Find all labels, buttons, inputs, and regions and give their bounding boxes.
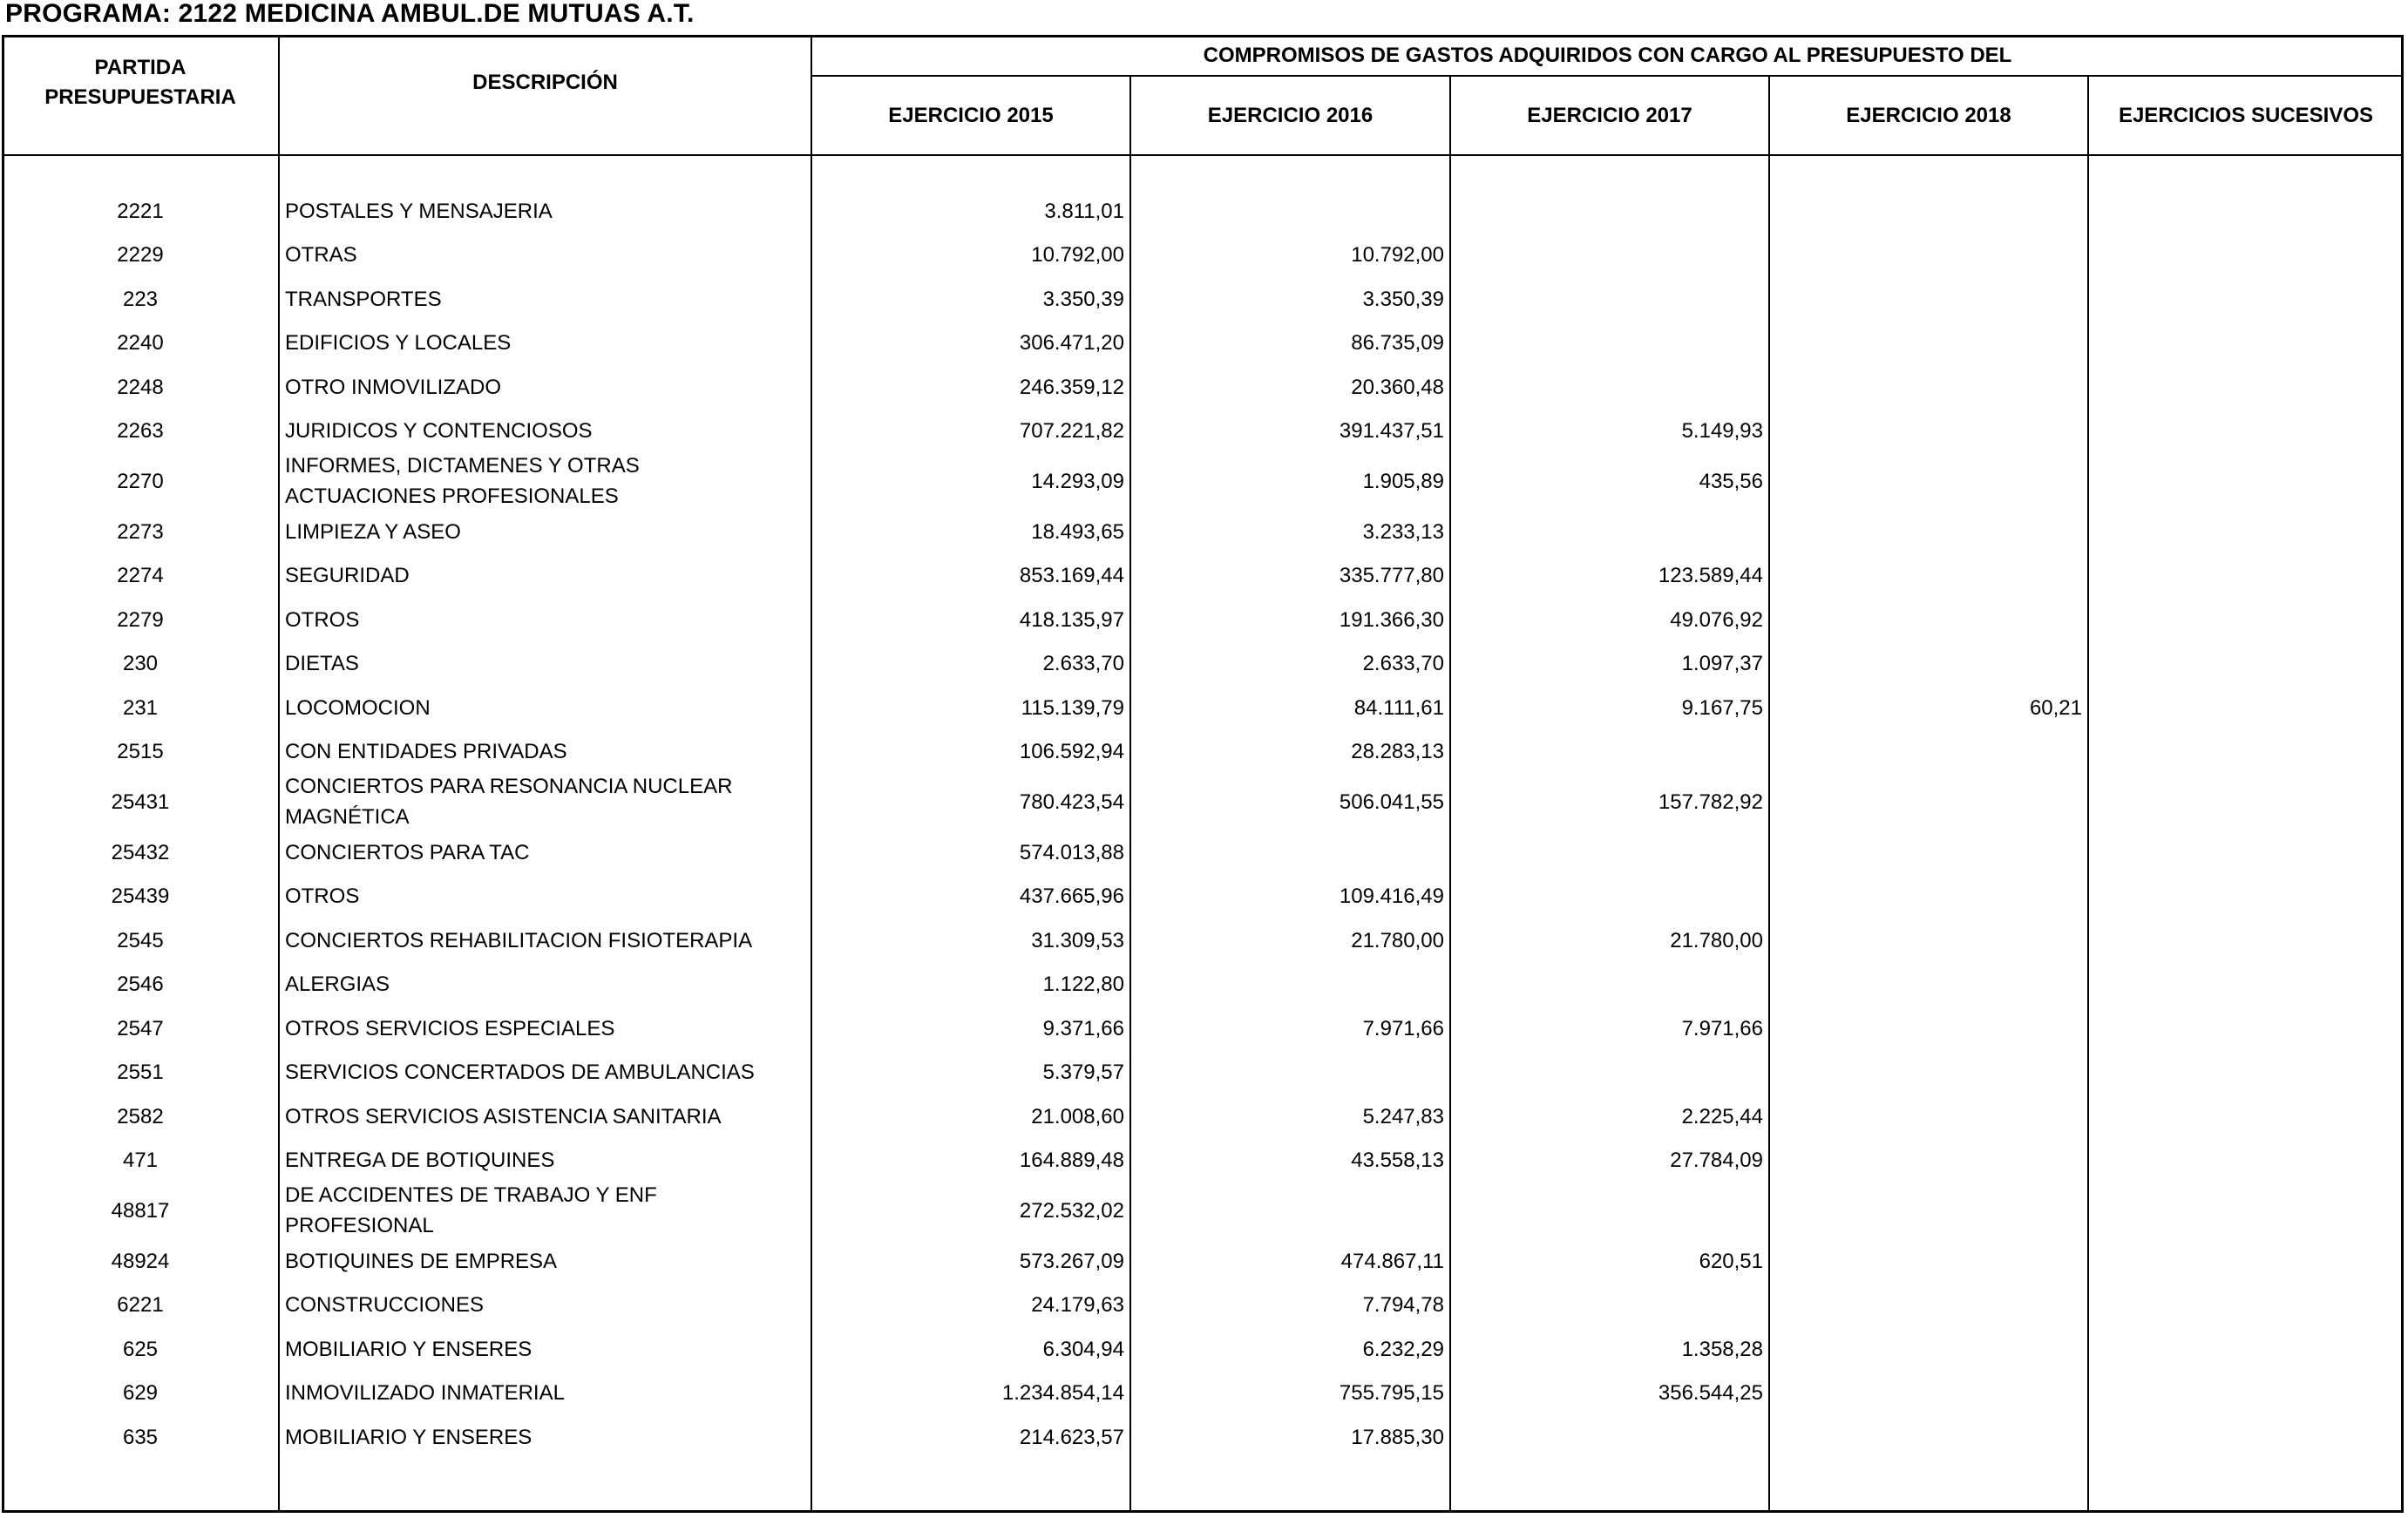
row-description [285,553,809,598]
row-amount-1: 24.179,63 [1031,1293,1124,1317]
description-line: CONSTRUCCIONES [285,1293,485,1317]
row-amount-2: 391.437,51 [1339,419,1444,443]
description-line: SEGURIDAD [285,564,410,587]
row-amount-2: 7.794,78 [1362,1293,1444,1317]
description-line: JURIDICOS Y CONTENCIOSOS [285,419,593,443]
row-amount-3: 123.589,44 [1658,564,1763,587]
row-amount-3: 21.780,00 [1670,928,1763,952]
row-description [285,962,809,1006]
row-amount-3: 5.149,93 [1681,419,1763,443]
row-code: 629 [122,1381,159,1405]
header-compromisos: COMPROMISOS DE GASTOS ADQUIRIDOS CON CARGO AL PRESUPUESTO DEL [1203,43,2012,67]
row-amount-1: 780.423,54 [1019,789,1124,814]
row-description [285,1183,809,1239]
description-line: OTROS [285,607,360,632]
row-description [285,686,809,730]
row-amount-1: 6.304,94 [1042,1337,1124,1361]
header-label-line: PARTIDA [94,56,187,79]
row-amount-3: 9.167,75 [1681,695,1763,720]
row-amount-2: 755.795,15 [1339,1381,1444,1405]
row-amount-1: 437.665,96 [1019,884,1124,908]
row-description [285,1283,809,1327]
row-code: 2274 [117,564,164,587]
row-code: 231 [122,695,159,720]
row-amount-1: 9.371,66 [1042,1016,1124,1040]
description-line: CONCIERTOS REHABILITACION FISIOTERAPIA [285,928,753,952]
row-amount-1: 214.623,57 [1019,1425,1124,1449]
row-amount-2: 3.350,39 [1362,287,1444,311]
row-description [285,1138,809,1183]
row-code: 2547 [117,1016,164,1040]
row-code: 2229 [117,243,164,267]
row-description [285,918,809,963]
description-line: INFORMES, DICTAMENES Y OTRAS [285,454,640,478]
row-amount-1: 1.234.854,14 [1001,1381,1124,1405]
row-description [285,510,809,554]
description-line: POSTALES Y MENSAJERIA [285,199,553,223]
row-amount-1: 5.379,57 [1042,1061,1124,1084]
row-description [285,1094,809,1139]
description-line: ENTREGA DE BOTIQUINES [285,1149,555,1172]
description-line: ALERGIAS [285,972,390,996]
row-amount-2: 10.792,00 [1351,243,1444,267]
row-code: 223 [122,287,159,311]
row-code: 2551 [117,1061,164,1084]
row-description [285,1371,809,1415]
row-description [285,1327,809,1372]
description-line: DIETAS [285,652,359,675]
row-amount-2: 84.111,61 [1353,695,1444,720]
row-description [285,233,809,277]
row-amount-1: 31.309,53 [1031,928,1124,952]
description-line: LIMPIEZA Y ASEO [285,519,461,544]
row-amount-2: 28.283,13 [1351,740,1444,763]
row-amount-2: 506.041,55 [1339,789,1444,814]
row-amount-1: 164.889,48 [1019,1149,1124,1172]
row-amount-4: 60,21 [2029,695,2082,720]
header-year-5: EJERCICIOS SUCESIVOS [2118,103,2374,127]
row-description [285,830,809,875]
row-code: 48817 [111,1198,170,1223]
description-line: MOBILIARIO Y ENSERES [285,1425,532,1449]
row-code: 48924 [111,1249,170,1273]
description-line: OTROS [285,884,360,908]
description-line: CONCIERTOS PARA TAC [285,840,530,864]
page-title: PROGRAMA: 2122 MEDICINA AMBUL.DE MUTUAS A.T. [5,0,695,28]
description-line: EDIFICIOS Y LOCALES [285,331,512,355]
row-amount-1: 573.267,09 [1019,1249,1124,1273]
row-amount-1: 1.122,80 [1042,972,1124,996]
description-line: ACTUACIONES PROFESIONALES [285,485,619,509]
row-amount-2: 335.777,80 [1339,564,1444,587]
row-amount-1: 306.471,20 [1019,331,1124,355]
row-amount-3: 620,51 [1699,1249,1763,1273]
row-amount-3: 27.784,09 [1670,1149,1763,1172]
row-amount-3: 157.782,92 [1658,789,1763,814]
row-code: 2270 [117,469,164,493]
row-code: 25431 [111,789,170,814]
row-description [285,874,809,918]
row-description [285,189,809,234]
row-description [285,365,809,410]
header-descripcion: DESCRIPCIÓN [472,71,618,94]
row-amount-2: 1.905,89 [1362,469,1444,493]
description-line: MOBILIARIO Y ENSERES [285,1337,532,1361]
row-amount-1: 115.139,79 [1021,695,1124,720]
row-code: 625 [122,1337,159,1361]
description-line: OTROS SERVICIOS ESPECIALES [285,1016,615,1040]
row-code: 635 [122,1425,159,1449]
description-line: OTROS SERVICIOS ASISTENCIA SANITARIA [285,1104,722,1128]
column-divider [1768,76,1770,1513]
row-amount-3: 356.544,25 [1658,1381,1763,1405]
row-amount-1: 3.811,01 [1044,199,1124,223]
description-line: PROFESIONAL [285,1214,434,1238]
row-amount-1: 18.493,65 [1031,519,1124,544]
row-amount-3: 435,56 [1699,469,1763,493]
row-amount-1: 272.532,02 [1019,1198,1124,1223]
row-description [285,1239,809,1284]
row-amount-2: 474.867,11 [1340,1249,1444,1273]
description-line: OTRAS [285,243,357,267]
row-amount-2: 5.247,83 [1362,1104,1444,1128]
row-code: 471 [122,1149,159,1172]
row-amount-2: 6.232,29 [1362,1337,1444,1361]
header-year-1: EJERCICIO 2015 [888,103,1054,127]
row-code: 230 [122,652,159,675]
row-description [285,409,809,453]
row-amount-1: 246.359,12 [1019,375,1124,399]
row-code: 2545 [117,928,164,952]
row-description [285,1006,809,1051]
description-line: DE ACCIDENTES DE TRABAJO Y ENF [285,1183,657,1208]
row-description [285,641,809,686]
description-line: OTRO INMOVILIZADO [285,375,502,399]
row-code: 2515 [117,740,164,763]
row-amount-2: 2.633,70 [1362,652,1444,675]
description-line: SERVICIOS CONCERTADOS DE AMBULANCIAS [285,1061,755,1084]
row-amount-2: 21.780,00 [1351,928,1444,952]
header-partida [2,35,279,131]
row-amount-2: 86.735,09 [1351,331,1444,355]
row-amount-2: 3.233,13 [1362,519,1444,544]
description-line: BOTIQUINES DE EMPRESA [285,1249,558,1273]
row-description [285,729,809,774]
column-divider [2087,76,2089,1513]
header-year-4: EJERCICIO 2018 [1846,103,2011,127]
row-amount-3: 49.076,92 [1670,607,1763,632]
row-amount-2: 191.366,30 [1339,607,1444,632]
row-code: 2546 [117,972,164,996]
description-line: TRANSPORTES [285,287,442,311]
row-amount-2: 109.416,49 [1339,884,1444,908]
row-code: 6221 [117,1293,164,1317]
row-code: 2248 [117,375,164,399]
row-amount-1: 14.293,09 [1031,469,1124,493]
row-amount-3: 1.358,28 [1681,1337,1763,1361]
row-description [285,598,809,642]
row-description [285,1415,809,1460]
row-amount-1: 853.169,44 [1019,564,1124,587]
description-line: MAGNÉTICA [285,805,410,830]
description-line: INMOVILIZADO INMATERIAL [285,1381,565,1405]
row-amount-1: 2.633,70 [1042,652,1124,675]
header-year-2: EJERCICIO 2016 [1207,103,1374,127]
header-label-line: PRESUPUESTARIA [44,85,236,109]
row-amount-3: 2.225,44 [1681,1104,1763,1128]
row-code: 2582 [117,1104,164,1128]
row-code: 2240 [117,331,164,355]
row-amount-1: 10.792,00 [1031,243,1124,267]
row-amount-3: 7.971,66 [1681,1016,1763,1040]
description-line: CONCIERTOS PARA RESONANCIA NUCLEAR [285,775,733,799]
row-code: 2273 [117,519,164,544]
row-code: 2221 [117,199,164,223]
row-amount-1: 574.013,88 [1019,840,1124,864]
row-code: 25439 [111,884,170,908]
row-amount-2: 7.971,66 [1362,1016,1444,1040]
row-amount-1: 21.008,60 [1031,1104,1124,1128]
row-description [285,321,809,365]
row-description [285,453,809,510]
row-amount-2: 17.885,30 [1351,1425,1444,1449]
row-code: 2279 [117,607,164,632]
row-code: 25432 [111,840,170,864]
row-amount-3: 1.097,37 [1681,652,1763,675]
header-year-3: EJERCICIO 2017 [1527,103,1692,127]
row-description [285,1050,809,1094]
row-description [285,774,809,830]
description-line: CON ENTIDADES PRIVADAS [285,740,567,763]
row-amount-2: 20.360,48 [1351,375,1444,399]
description-line: LOCOMOCION [285,695,431,720]
row-amount-1: 3.350,39 [1042,287,1124,311]
row-amount-1: 106.592,94 [1019,740,1124,763]
row-amount-1: 707.221,82 [1019,419,1124,443]
row-code: 2263 [117,419,164,443]
row-amount-1: 418.135,97 [1019,607,1124,632]
row-description [285,277,809,322]
row-amount-2: 43.558,13 [1351,1149,1444,1172]
